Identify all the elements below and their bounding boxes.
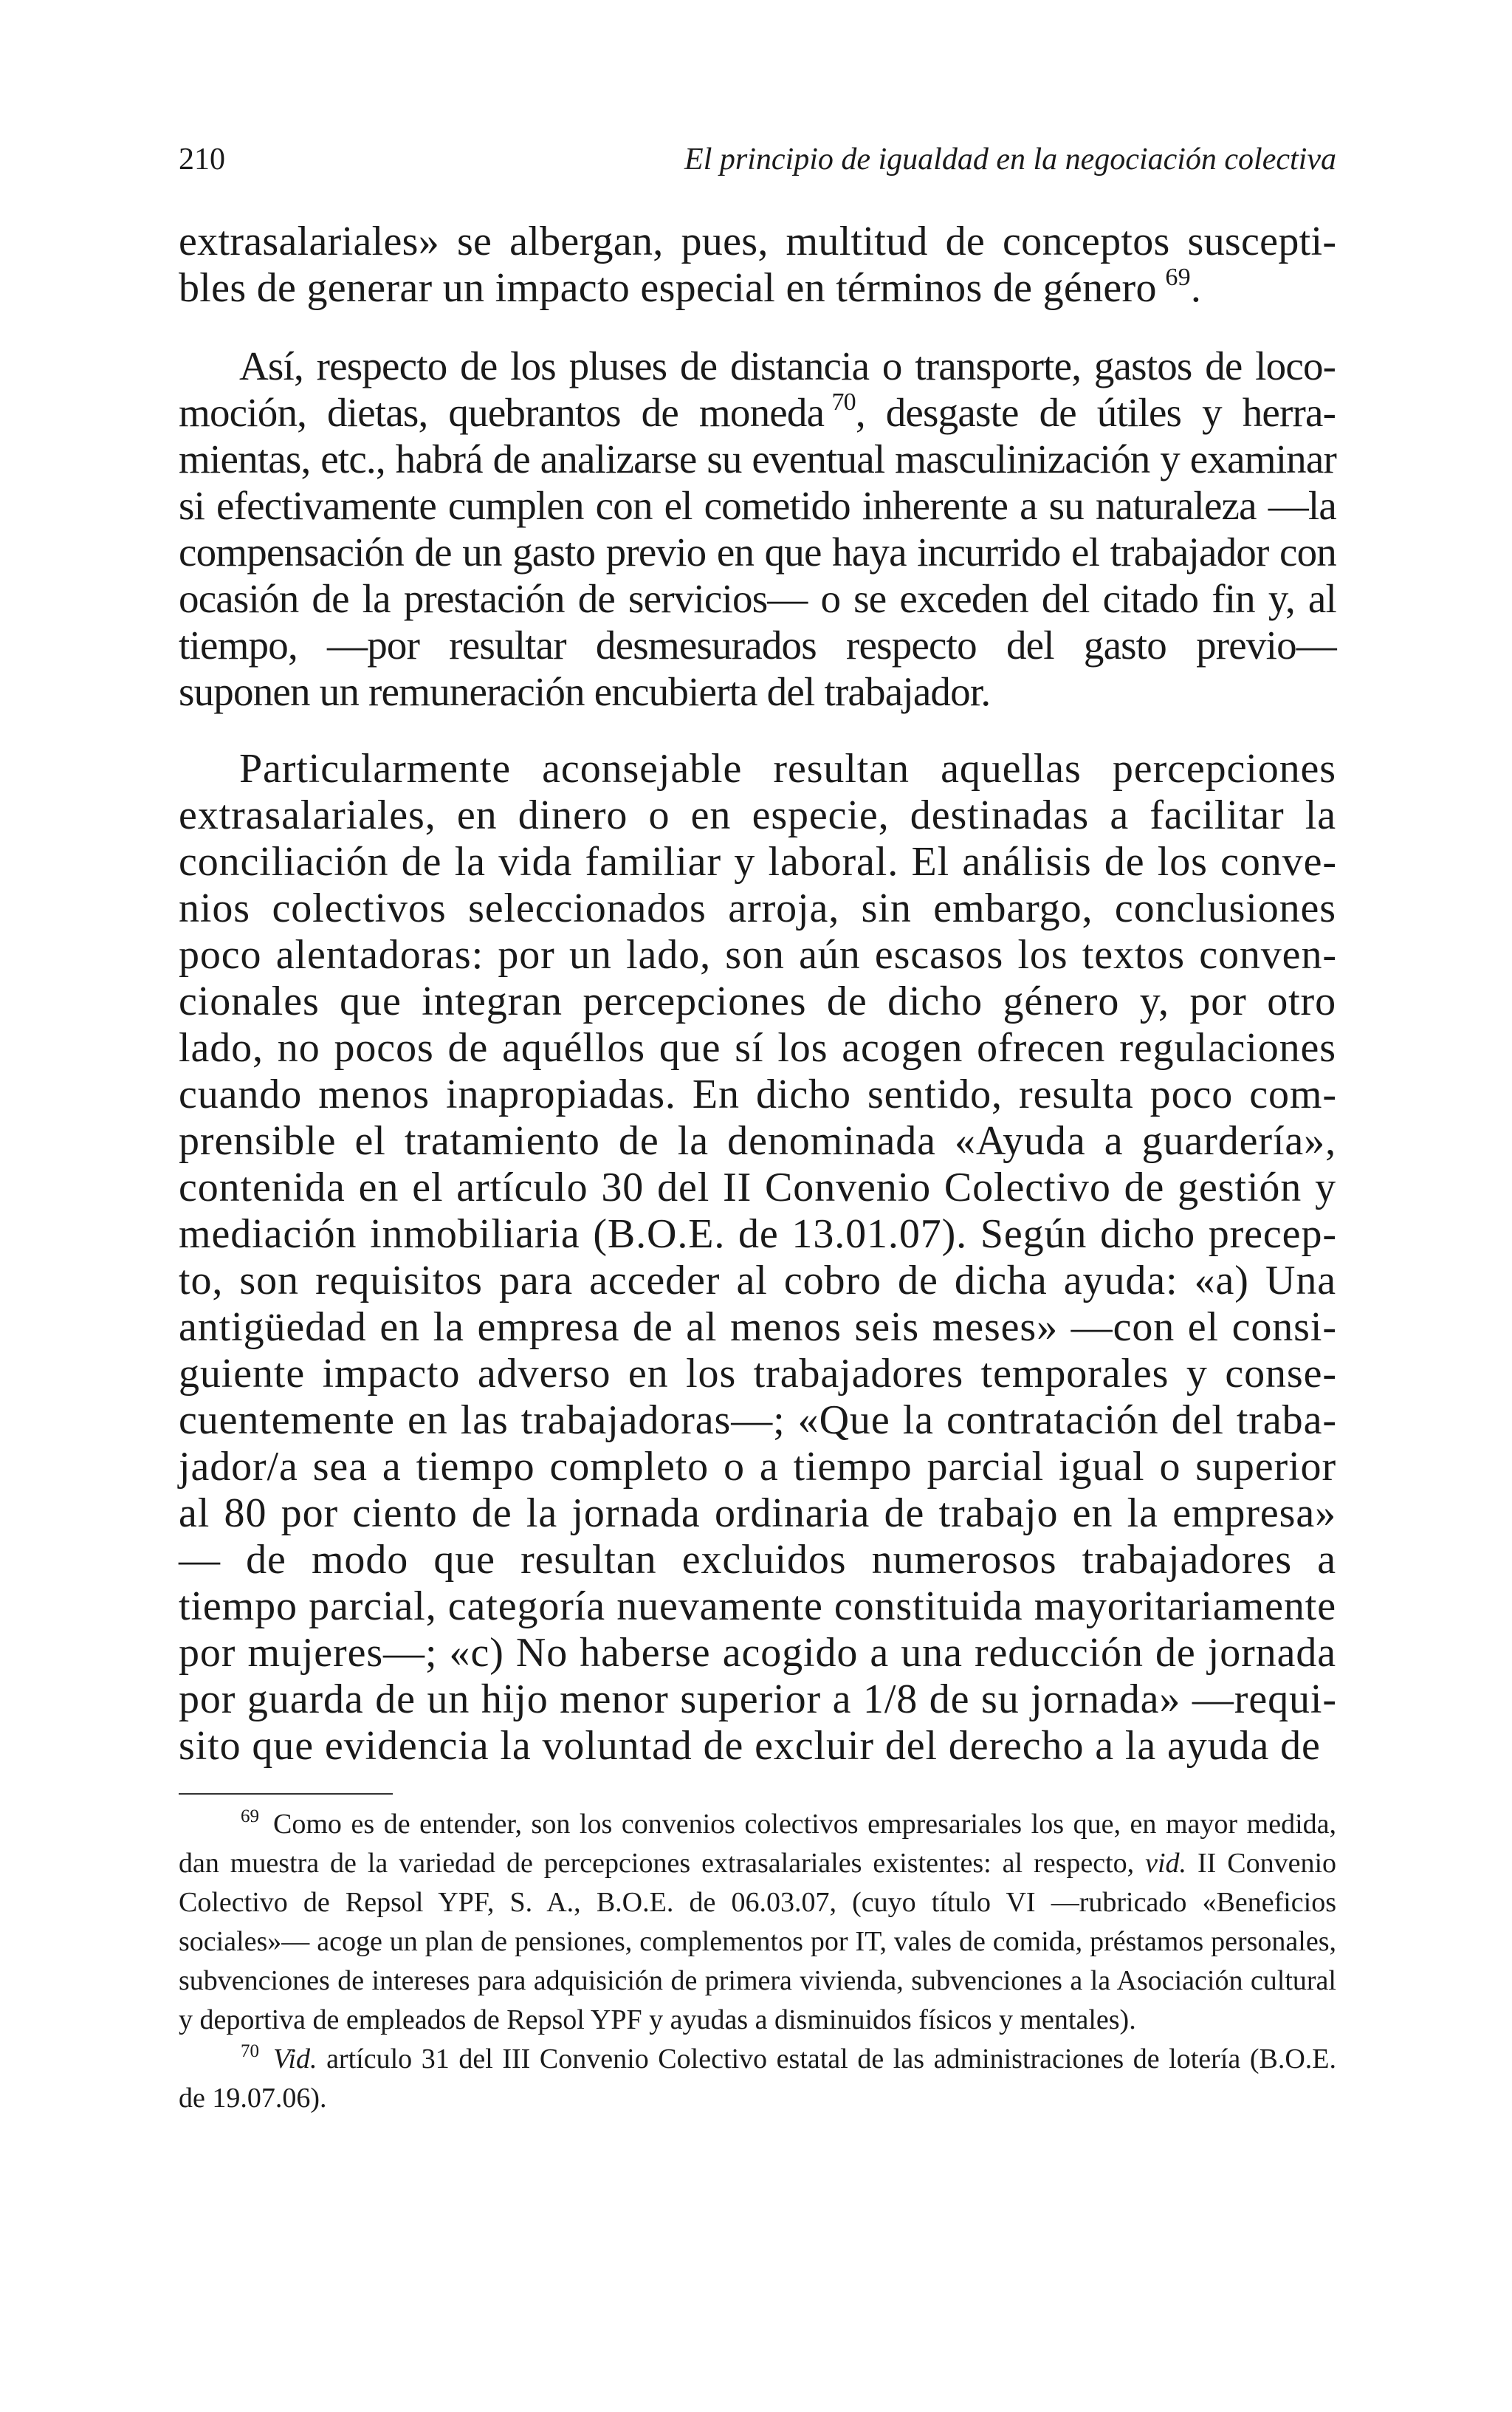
paragraph-2-text-b: , desgaste de útiles y herramientas, etc., habrá de analizarse su eventual masculinización y examinar si efectivamente cumplen con el cometido inherente a su naturaleza —la compensación de un gasto previo en que haya incurrido el trabajador con ocasión de la prestación de servicios— o se exceden del citado fin y, al tiempo, —por resultar desmesurados respecto del gasto previo— suponen un remuneración encubierta del trabajador. [179, 390, 1336, 714]
running-header [179, 137, 1336, 182]
footnote-ref-70[interactable]: 70 [831, 388, 856, 416]
footnote-69-text-a: Como es de entender, son los convenios colectivos empresariales los que, en mayor medida, dan muestra de la variedad de percepciones extrasalariales existentes: al respecto, [179, 1809, 1336, 1879]
main-text [179, 219, 1336, 1769]
page-number: 210 [179, 143, 225, 177]
footnote-70 [179, 2040, 1336, 2118]
footnote-69-vid: vid. [1145, 1848, 1187, 1879]
paragraph-1 [179, 219, 1336, 312]
running-title: El principio de igualdad en la negociación colectiva [684, 143, 1336, 177]
paragraph-1-tail: . [1190, 265, 1202, 311]
paragraph-2 [179, 343, 1336, 715]
footnote-separator [179, 1793, 393, 1795]
footnotes [179, 1805, 1336, 2118]
paragraph-3: Particularmente aconsejable resultan aquellas percepciones extrasalariales, en dinero o en especie, destinadas a facilitar la conciliación de la vida familiar y laboral. El análisis de los convenios colectivos seleccionados arroja, sin embargo, conclusiones poco alentadoras: por un lado, son aún escasos los textos convencionales que integran percepciones de dicho género y, por otro lado, no pocos de aquéllos que sí los acogen ofrecen regulaciones cuando menos inapropiadas. En dicho sentido, resulta poco comprensible el tratamiento de la denominada «Ayuda a guardería», contenida en el artículo 30 del II Convenio Colectivo de gestión y mediación inmobiliaria (B.O.E. de 13.01.07). Según dicho precepto, son requisitos para acceder al cobro de dicha ayuda: «a) Una antigüedad en la empresa de al menos seis meses» —con el consiguiente impacto adverso en los trabajadores temporales y consecuentemente en las trabajadoras—; «Que la contratación del trabajador/a sea a tiempo completo o a tiempo parcial igual o superior al 80 por ciento de la jornada ordinaria de trabajo en la empresa» — de modo que resultan excluidos numerosos trabajadores a tiempo parcial, categoría nuevamente constituida mayoritariamente por mujeres—; «c) No haberse acogido a una reducción de jornada por guarda de un hijo menor superior a 1/8 de su jornada» —requisito que evidencia la voluntad de excluir del derecho a la ayuda de [179, 746, 1336, 1769]
footnote-ref-69[interactable]: 69 [1165, 264, 1191, 291]
footnote-70-text: artículo 31 del III Convenio Colectivo estatal de las administraciones de lotería (B.O.E. de 19.07.06). [179, 2043, 1336, 2114]
footnote-number: 69 [241, 1806, 259, 1826]
footnote-70-vid: Vid. [273, 2043, 317, 2074]
paragraph-2-text-a: Así, respecto de los pluses de distancia o transporte, gastos de locomoción, dietas, quebrantos de moneda [179, 343, 1336, 435]
footnote-number: 70 [241, 2041, 259, 2061]
footnote-69-text-b: II Convenio Colectivo de Repsol YPF, S. A., B.O.E. de 06.03.07, (cuyo título VI —rubricado «Beneficios sociales»— acoge un plan de pensiones, complementos por IT, vales de comida, préstamos personales, subvenciones de intereses para adquisición de primera vivienda, subvenciones a la Asociación cultural y deportiva de empleados de Repsol YPF y ayudas a disminuidos físicos y mentales). [179, 1848, 1337, 2035]
paragraph-1-text: extrasalariales» se albergan, pues, multitud de conceptos susceptibles de generar un impacto especial en términos de género [179, 219, 1336, 311]
footnote-69 [179, 1805, 1336, 2040]
